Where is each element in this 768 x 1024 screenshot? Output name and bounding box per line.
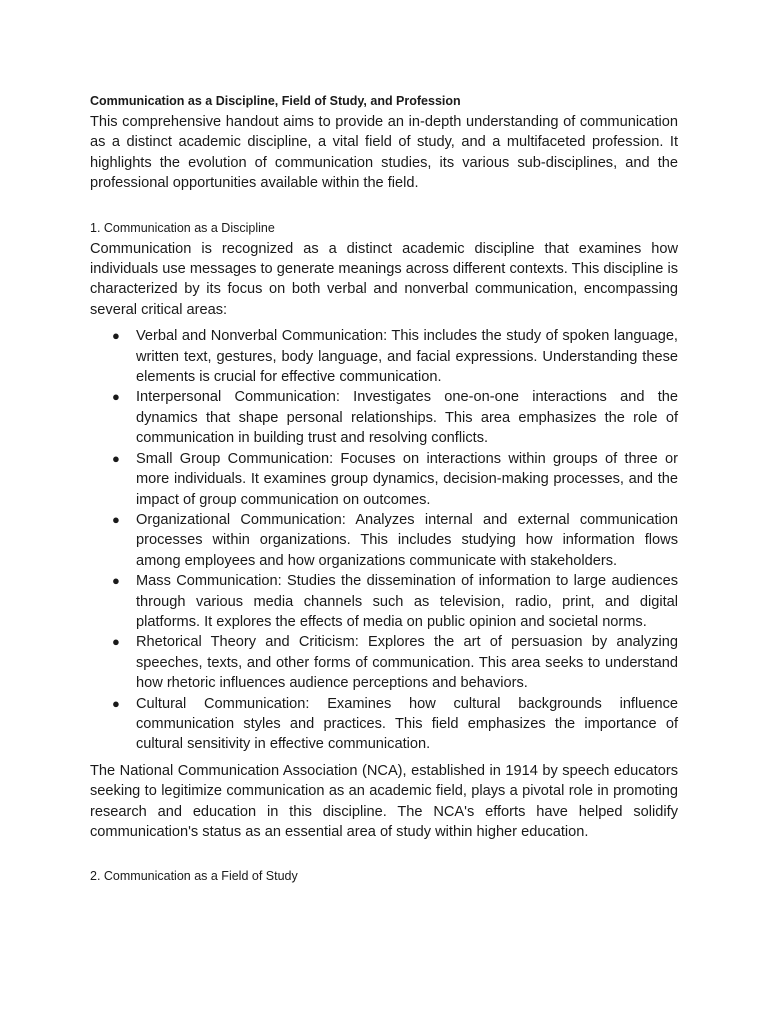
list-item-text: Verbal and Nonverbal Communication: This includes the study of spoken language, written text, gestures, body language, and facial expressions. Understanding these elements is crucial for effective communication. [136, 328, 678, 386]
intro-paragraph: This comprehensive handout aims to provide an in-depth understanding of communication as a distinct academic discipline, a vital field of study, and a multifaceted profession. It highlights the evolution of communication studies, its various sub-disciplines, and the professional opportunities available within the field. [90, 114, 678, 192]
spacer [90, 842, 678, 867]
section-heading-field-of-study: 2. Communication as a Field of Study [90, 869, 298, 884]
list-item-text: Mass Communication: Studies the dissemination of information to large audiences through various media channels such as television, radio, print, and digital platforms. It explores the effects of media on public opinion and societal norms. [136, 573, 678, 630]
bullet-icon: ● [112, 573, 120, 589]
spacer [90, 194, 678, 219]
section-intro-paragraph: Communication is recognized as a distinct academic discipline that examines how individuals use messages to generate meanings across different contexts. This discipline is characterized by its focus on both verbal and nonverbal communication, encompassing several critical areas: [90, 240, 678, 318]
list-item [90, 510, 678, 571]
areas-list [90, 326, 678, 755]
list-item [90, 571, 678, 632]
bullet-icon: ● [112, 695, 120, 711]
list-item-text: Small Group Communication: Focuses on interactions within groups of three or more individuals. It examines group dynamics, decision-making processes, and the impact of group communication on outcomes. [136, 450, 678, 508]
list-item-text: Cultural Communication: Examines how cultural backgrounds influence communication styles and practices. This field emphasizes the importance of cultural sensitivity in effective communication. [136, 695, 678, 753]
document-page [90, 92, 678, 887]
list-item [90, 449, 678, 510]
bullet-icon: ● [112, 450, 120, 466]
list-item [90, 387, 678, 448]
nca-paragraph: The National Communication Association (NCA), established in 1914 by speech educators seeking to legitimize communication as an academic field, plays a pivotal role in promoting research and education in this discipline. The NCA's efforts have helped solidify communication's status as an essential area of study within higher education. [90, 762, 678, 840]
list-item-text: Interpersonal Communication: Investigates one-on-one interactions and the dynamics that shape personal relationships. This area emphasizes the role of communication in building trust and resolving conflicts. [136, 389, 678, 447]
bullet-icon: ● [112, 511, 120, 527]
list-item [90, 632, 678, 693]
bullet-icon: ● [112, 389, 120, 405]
list-item-text: Rhetorical Theory and Criticism: Explores the art of persuasion by analyzing speeches, texts, and other forms of communication. This area seeks to understand how rhetoric influences audience perceptions and behaviors. [136, 634, 678, 692]
document-title: Communication as a Discipline, Field of Study, and Profession [90, 94, 461, 108]
bullet-icon: ● [112, 328, 120, 344]
list-item-text: Organizational Communication: Analyzes internal and external communication processes within organizations. This includes studying how information flows among employees and how organizations communicate with stakeholders. [136, 511, 678, 569]
bullet-icon: ● [112, 634, 120, 650]
list-item [90, 694, 678, 755]
list-item [90, 326, 678, 387]
section-heading-discipline: 1. Communication as a Discipline [90, 220, 275, 235]
